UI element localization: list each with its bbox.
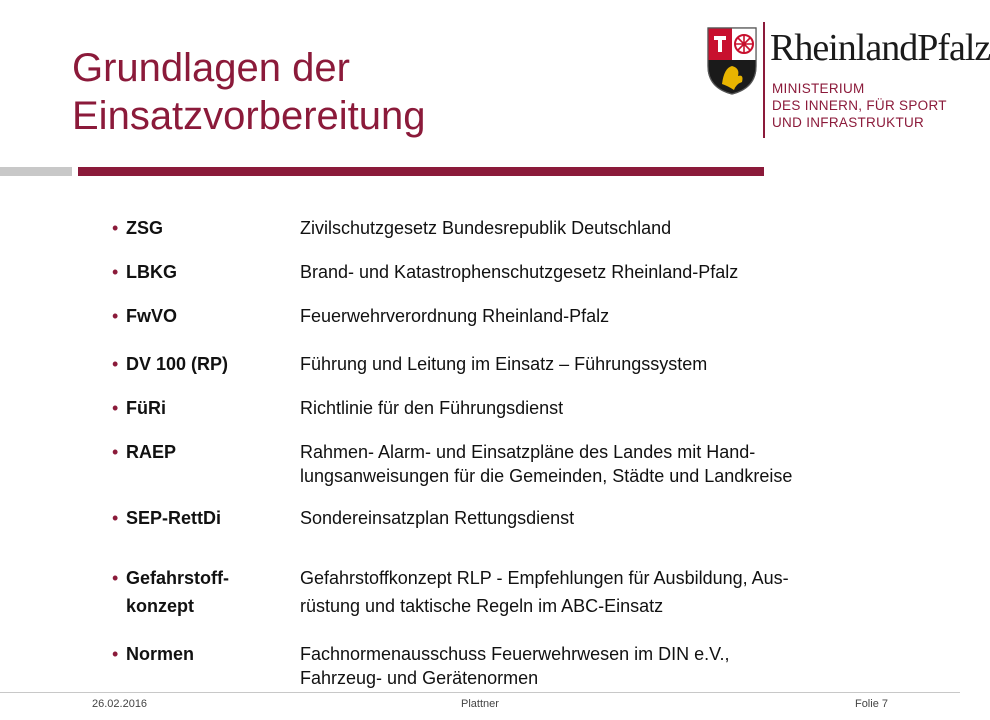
bullet: • — [112, 306, 119, 326]
item-description: Brand- und Katastrophenschutzgesetz Rheinland-Pfalz — [300, 262, 739, 282]
item-description: Feuerwehrverordnung Rheinland-Pfalz — [300, 306, 610, 326]
item-abbreviation: DV 100 (RP) — [126, 354, 229, 374]
item-description: Sondereinsatzplan Rettungsdienst — [300, 508, 575, 528]
item-description: Zivilschutzgesetz Bundesrepublik Deutschland — [300, 218, 672, 238]
item-abbreviation: FwVO — [126, 306, 178, 326]
item-abbreviation: Gefahrstoff- konzept — [126, 568, 229, 616]
bullet: • — [112, 218, 119, 238]
bullet: • — [112, 644, 119, 664]
bullet: • — [112, 442, 119, 462]
title-rule-gray — [0, 167, 72, 176]
coat-of-arms-icon — [706, 26, 758, 96]
slide-title — [72, 44, 672, 140]
item-abbreviation: Normen — [126, 644, 195, 664]
item-description: Richtlinie für den Führungsdienst — [300, 398, 564, 418]
footer-slide-number: Folie 7 — [854, 698, 888, 710]
logo-divider — [763, 22, 765, 138]
bullet: • — [112, 568, 119, 588]
item-abbreviation: FüRi — [126, 398, 166, 418]
footer-date: 26.02.2016 — [92, 698, 148, 710]
item-abbreviation: SEP-RettDi — [126, 508, 222, 528]
item-abbreviation: RAEP — [126, 442, 177, 462]
item-abbreviation: ZSG — [126, 218, 164, 238]
title-rule-red — [78, 167, 764, 176]
bullet: • — [112, 398, 119, 418]
item-description: Führung und Leitung im Einsatz – Führungssystem — [300, 354, 708, 374]
title-line-1: Grundlagen der — [72, 46, 350, 90]
logo-wordmark: RheinlandPfalz — [770, 27, 990, 69]
ministry-line-3: UND INFRASTRUKTUR — [772, 115, 925, 130]
bullet: • — [112, 508, 119, 528]
item-abbreviation: LBKG — [126, 262, 177, 282]
title-line-2: Einsatzvorbereitung — [72, 94, 426, 138]
ministry-line-2: DES INNERN, FÜR SPORT — [772, 98, 947, 113]
item-description: Rahmen- Alarm- und Einsatzpläne des Landes mit Hand- lungsanweisungen für die Gemeinden, Städte und Landkreise — [300, 442, 793, 486]
footer-divider — [0, 692, 960, 693]
bullet: • — [112, 354, 119, 374]
item-description: Fachnormenausschuss Feuerwehrwesen im DIN e.V., Fahrzeug- und Gerätenormen — [300, 644, 730, 688]
bullet: • — [112, 262, 119, 282]
ministry-name — [772, 80, 947, 131]
ministry-line-1: MINISTERIUM — [772, 81, 865, 96]
item-description: Gefahrstoffkonzept RLP - Empfehlungen für Ausbildung, Aus- rüstung und taktische Regeln im ABC-Einsatz — [300, 568, 789, 616]
rlp-ministry-logo — [700, 20, 990, 140]
footer-author: Plattner — [461, 698, 499, 710]
